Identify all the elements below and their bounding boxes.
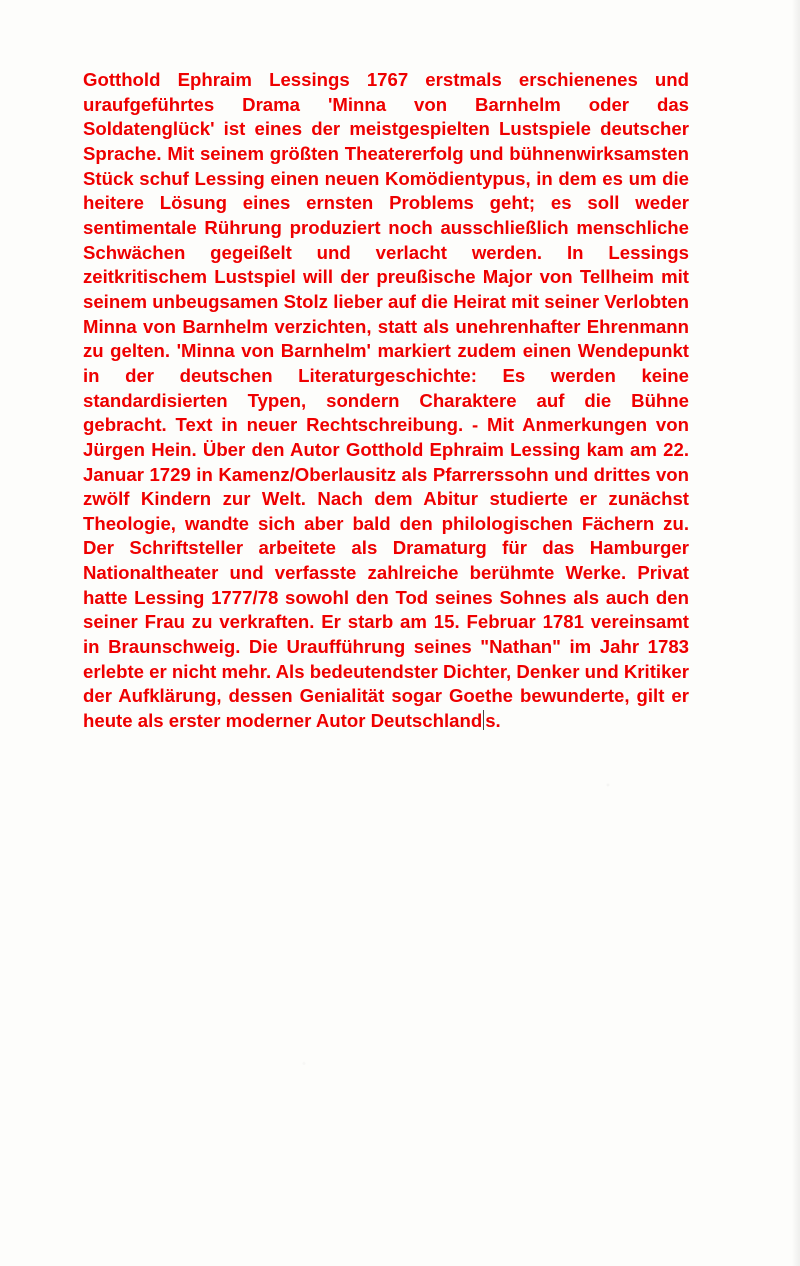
page-edge-shadow: [792, 0, 800, 1266]
description-text-after-caret: s.: [485, 710, 501, 732]
description-text-before-caret: Gotthold Ephraim Lessings 1767 erstmals erschienenes und uraufgeführtes Drama 'Minna von Barnhelm oder das Soldatenglück' ist eines der meistgespielten Lustspiele deutscher Sprache. Mit seinem größten Theatererfolg und bühnenwirksamsten Stück schuf Lessing einen neuen Komödientypus, in dem es um die heitere Lösung eines ernsten Problems geht; es soll weder sentimentale Rührung produziert noch ausschließlich menschliche Schwächen gegeißelt und verlacht werden. In Lessings zeitkritischem Lustspiel will der preußische Major von Tellheim mit seinem unbeugsamen Stolz lieber auf die Heirat mit seiner Verlobten Minna von Barnhelm verzichten, statt als unehrenhafter Ehrenmann zu gelten. 'Minna von Barnhelm' markiert zudem einen Wendepunkt in der deutschen Literaturgeschichte: Es werden keine standardisierten Typen, sondern Charaktere auf die Bühne gebracht. Text in neuer Rechtschreibung. - Mit Anmerkungen von Jürgen Hein. Über den Autor Gotthold Ephraim Lessing kam am 22. Januar 1729 in Kamenz/Oberlausitz als Pfarrerssohn und drittes von zwölf Kindern zur Welt. Nach dem Abitur studierte er zunächst Theologie, wandte sich aber bald den philologischen Fächern zu. Der Schriftsteller arbeitete als Dramaturg für das Hamburger Nationaltheater und verfasste zahlreiche berühmte Werke. Privat hatte Lessing 1777/78 sowohl den Tod seines Sohnes als auch den seiner Frau zu verkraften. Er starb am 15. Februar 1781 vereinsamt in Braunschweig. Die Uraufführung seines "Nathan" im Jahr 1783 erlebte er nicht mehr. Als bedeutendster Dichter, Denker und Kritiker der Aufklärung, dessen Genialität sogar Goethe bewunderte, gilt er heute als erster moderner Autor Deutschland: [83, 69, 689, 732]
book-description-text[interactable]: [83, 68, 689, 734]
